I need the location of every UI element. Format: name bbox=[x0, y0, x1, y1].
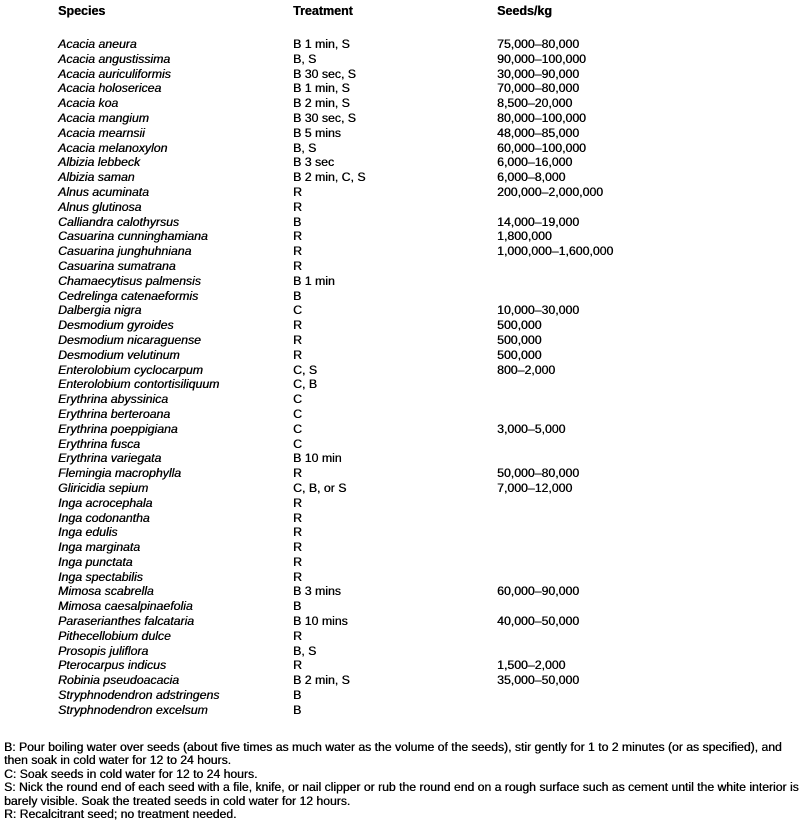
species-cell: Flemingia macrophylla bbox=[58, 466, 182, 481]
species-cell: Mimosa caesalpinaefolia bbox=[58, 599, 193, 614]
species-cell: Acacia koa bbox=[58, 96, 119, 111]
seeds-cell: 8,500–20,000 bbox=[497, 96, 573, 111]
species-cell: Acacia auriculiformis bbox=[58, 66, 171, 81]
table-row bbox=[0, 392, 808, 407]
species-cell: Enterolobium cyclocarpum bbox=[58, 362, 203, 377]
species-cell: Desmodium gyroides bbox=[58, 318, 174, 333]
seeds-cell: 200,000–2,000,000 bbox=[497, 184, 603, 199]
seeds-cell bbox=[497, 599, 797, 614]
seeds-cell: 500,000 bbox=[497, 332, 542, 347]
table-row bbox=[0, 555, 808, 570]
seeds-cell: 48,000–85,000 bbox=[497, 125, 580, 140]
seeds-cell bbox=[497, 688, 797, 703]
treatment-cell: B bbox=[293, 214, 302, 229]
species-cell: Acacia holosericea bbox=[58, 81, 162, 96]
seeds-cell bbox=[497, 570, 797, 585]
seeds-cell bbox=[497, 555, 797, 570]
seeds-cell bbox=[497, 274, 797, 289]
table-row bbox=[0, 37, 808, 52]
seeds-cell: 60,000–100,000 bbox=[497, 140, 586, 155]
treatment-cell: R bbox=[293, 318, 302, 333]
seeds-cell: 75,000–80,000 bbox=[497, 37, 580, 51]
seeds-cell: 35,000–50,000 bbox=[497, 673, 580, 688]
species-cell: Albizia lebbeck bbox=[58, 155, 141, 170]
species-cell: Cedrelinga catenaeformis bbox=[58, 288, 199, 303]
seeds-cell: 800–2,000 bbox=[497, 362, 556, 377]
table-row bbox=[0, 244, 808, 259]
seeds-cell: 1,800,000 bbox=[497, 229, 552, 244]
seeds-cell: 7,000–12,000 bbox=[497, 480, 573, 495]
seeds-cell: 30,000–90,000 bbox=[497, 66, 580, 81]
seeds-cell: 80,000–100,000 bbox=[497, 110, 586, 125]
seeds-cell: 90,000–100,000 bbox=[497, 51, 586, 66]
footnote-item: C: Soak seeds in cold water for 12 to 24 hours. bbox=[4, 766, 258, 781]
table-row bbox=[0, 170, 808, 185]
table-row bbox=[0, 318, 808, 333]
seeds-cell bbox=[497, 629, 797, 644]
table-row bbox=[0, 644, 808, 659]
species-cell: Dalbergia nigra bbox=[58, 303, 142, 318]
treatment-cell: B bbox=[293, 702, 302, 717]
table-row bbox=[0, 570, 808, 585]
treatment-cell: R bbox=[293, 258, 302, 273]
species-cell: Alnus acuminata bbox=[58, 184, 149, 199]
treatment-cell: B, S bbox=[293, 51, 317, 66]
treatment-cell: R bbox=[293, 554, 302, 569]
species-cell: Calliandra calothyrsus bbox=[58, 214, 179, 229]
table-row bbox=[0, 333, 808, 348]
seeds-cell bbox=[497, 644, 797, 659]
treatment-footnotes bbox=[4, 741, 803, 821]
treatment-cell: B 10 min bbox=[293, 451, 342, 466]
treatment-cell: C, S bbox=[293, 362, 317, 377]
treatment-cell: B 10 mins bbox=[293, 614, 348, 629]
table-row bbox=[0, 111, 808, 126]
treatment-cell: R bbox=[293, 466, 302, 481]
table-row bbox=[0, 141, 808, 156]
seeds-cell bbox=[497, 200, 797, 215]
species-cell: Pterocarpus indicus bbox=[58, 658, 166, 673]
table-row bbox=[0, 673, 808, 688]
treatment-cell: R bbox=[293, 244, 302, 259]
seeds-cell: 3,000–5,000 bbox=[497, 421, 566, 436]
species-cell: Erythrina abyssinica bbox=[58, 392, 169, 407]
species-cell: Desmodium nicaraguense bbox=[58, 332, 201, 347]
table-row bbox=[0, 303, 808, 318]
treatment-cell: B 30 sec, S bbox=[293, 66, 356, 81]
treatment-cell: B bbox=[293, 288, 302, 303]
seeds-cell: 40,000–50,000 bbox=[497, 614, 580, 629]
seeds-cell bbox=[497, 392, 797, 407]
species-cell: Inga acrocephala bbox=[58, 495, 153, 510]
species-cell: Stryphnodendron excelsum bbox=[58, 702, 208, 717]
seeds-cell: 1,500–2,000 bbox=[497, 658, 566, 673]
seeds-cell: 500,000 bbox=[497, 318, 542, 333]
table-row bbox=[0, 96, 808, 111]
species-cell: Pithecellobium dulce bbox=[58, 628, 171, 643]
table-row bbox=[0, 466, 808, 481]
species-cell: Inga marginata bbox=[58, 540, 141, 555]
table-row bbox=[0, 274, 808, 289]
species-cell: Inga punctata bbox=[58, 554, 133, 569]
table-row bbox=[0, 200, 808, 215]
table-row bbox=[0, 81, 808, 96]
table-row bbox=[0, 348, 808, 363]
species-cell: Acacia mearnsii bbox=[58, 125, 145, 140]
treatment-cell: B, S bbox=[293, 140, 317, 155]
treatment-cell: R bbox=[293, 658, 302, 673]
treatment-cell: B 1 min bbox=[293, 273, 335, 288]
treatment-cell: B, S bbox=[293, 643, 317, 658]
treatment-cell: B 2 min, C, S bbox=[293, 170, 366, 185]
seeds-cell bbox=[497, 540, 797, 555]
treatment-cell: C bbox=[293, 406, 302, 421]
seeds-cell: 14,000–19,000 bbox=[497, 214, 580, 229]
table-row bbox=[0, 185, 808, 200]
treatment-cell: R bbox=[293, 628, 302, 643]
species-cell: Erythrina fusca bbox=[58, 436, 141, 451]
treatment-cell: B 30 sec, S bbox=[293, 110, 356, 125]
table-row bbox=[0, 422, 808, 437]
seeds-cell: 500,000 bbox=[497, 347, 542, 362]
column-header-treatment: Treatment bbox=[293, 4, 353, 18]
treatment-cell: C bbox=[293, 303, 302, 318]
species-cell: Paraserianthes falcataria bbox=[58, 614, 195, 629]
species-cell: Robinia pseudoacacia bbox=[58, 673, 180, 688]
treatment-cell: C bbox=[293, 392, 302, 407]
treatment-cell: B 5 mins bbox=[293, 125, 341, 140]
treatment-cell: R bbox=[293, 540, 302, 555]
footnote-item: B: Pour boiling water over seeds (about five times as much water as the volume of the seeds), stir gently for 1 to 2 minutes (or as specified), and then soak in cold water for 12 to 24 hours. bbox=[4, 740, 782, 768]
species-cell: Acacia melanoxylon bbox=[58, 140, 168, 155]
treatment-cell: R bbox=[293, 332, 302, 347]
treatment-cell: B 3 mins bbox=[293, 584, 341, 599]
species-cell: Desmodium velutinum bbox=[58, 347, 180, 362]
treatment-cell: R bbox=[293, 199, 302, 214]
table-row bbox=[0, 629, 808, 644]
seeds-cell bbox=[497, 259, 797, 274]
seeds-cell bbox=[497, 407, 797, 422]
column-header-species: Species bbox=[58, 4, 106, 18]
treatment-cell: B 1 min, S bbox=[293, 37, 350, 51]
seeds-cell bbox=[497, 511, 797, 526]
table-row bbox=[0, 599, 808, 614]
treatment-cell: R bbox=[293, 184, 302, 199]
species-cell: Mimosa scabrella bbox=[58, 584, 154, 599]
seeds-cell bbox=[497, 496, 797, 511]
seeds-cell: 70,000–80,000 bbox=[497, 81, 580, 96]
table-row bbox=[0, 511, 808, 526]
table-row bbox=[0, 377, 808, 392]
treatment-cell: B 3 sec bbox=[293, 155, 335, 170]
species-cell: Inga codonantha bbox=[58, 510, 150, 525]
table-row bbox=[0, 259, 808, 274]
table-row bbox=[0, 67, 808, 82]
seed-table-body bbox=[0, 37, 808, 718]
footnote-item: R: Recalcitrant seed; no treatment needed. bbox=[4, 807, 237, 822]
species-cell: Prosopis juliflora bbox=[58, 643, 149, 658]
species-cell: Inga edulis bbox=[58, 525, 118, 540]
table-row bbox=[0, 451, 808, 466]
treatment-cell: C, B, or S bbox=[293, 480, 347, 495]
seeds-cell: 6,000–8,000 bbox=[497, 170, 566, 185]
table-row bbox=[0, 496, 808, 511]
species-cell: Acacia angustissima bbox=[58, 51, 171, 66]
seeds-cell: 60,000–90,000 bbox=[497, 584, 580, 599]
table-row bbox=[0, 437, 808, 452]
table-row bbox=[0, 481, 808, 496]
treatment-cell: C, B bbox=[293, 377, 317, 392]
species-cell: Erythrina berteroana bbox=[58, 406, 171, 421]
species-cell: Acacia aneura bbox=[58, 37, 137, 51]
species-cell: Erythrina poeppigiana bbox=[58, 421, 178, 436]
treatment-cell: C bbox=[293, 436, 302, 451]
treatment-cell: R bbox=[293, 510, 302, 525]
seeds-cell: 50,000–80,000 bbox=[497, 466, 580, 481]
treatment-cell: R bbox=[293, 347, 302, 362]
species-cell: Casuarina junghuhniana bbox=[58, 244, 192, 259]
footnote-item: S: Nick the round end of each seed with a file, knife, or nail clipper or rub the round end on a rough surface such as cement until the white interior is barely visible. Soak the treated seeds in cold water for 12 hours. bbox=[4, 780, 799, 808]
table-row bbox=[0, 658, 808, 673]
table-row bbox=[0, 525, 808, 540]
table-row bbox=[0, 363, 808, 378]
table-row bbox=[0, 155, 808, 170]
table-header bbox=[0, 4, 808, 20]
table-row bbox=[0, 229, 808, 244]
seeds-cell: 6,000–16,000 bbox=[497, 155, 573, 170]
species-cell: Stryphnodendron adstringens bbox=[58, 688, 220, 703]
treatment-cell: R bbox=[293, 525, 302, 540]
column-header-seeds-per-kg: Seeds/kg bbox=[497, 4, 552, 18]
table-row bbox=[0, 614, 808, 629]
treatment-cell: R bbox=[293, 229, 302, 244]
seeds-cell: 10,000–30,000 bbox=[497, 303, 580, 318]
treatment-cell: B 1 min, S bbox=[293, 81, 350, 96]
treatment-cell: R bbox=[293, 495, 302, 510]
table-row bbox=[0, 688, 808, 703]
table-row bbox=[0, 407, 808, 422]
seeds-cell bbox=[497, 525, 797, 540]
species-cell: Casuarina cunninghamiana bbox=[58, 229, 208, 244]
seeds-cell bbox=[497, 377, 797, 392]
table-row bbox=[0, 215, 808, 230]
table-row bbox=[0, 703, 808, 718]
treatment-cell: B bbox=[293, 688, 302, 703]
species-cell: Casuarina sumatrana bbox=[58, 258, 176, 273]
species-cell: Albizia saman bbox=[58, 170, 135, 185]
seeds-cell bbox=[497, 437, 797, 452]
species-cell: Enterolobium contortisiliquum bbox=[58, 377, 220, 392]
seeds-cell bbox=[497, 289, 797, 304]
table-row bbox=[0, 126, 808, 141]
seeds-cell: 1,000,000–1,600,000 bbox=[497, 244, 614, 259]
treatment-cell: B bbox=[293, 599, 302, 614]
species-cell: Inga spectabilis bbox=[58, 569, 143, 584]
table-row bbox=[0, 289, 808, 304]
seeds-cell bbox=[497, 703, 797, 718]
species-cell: Erythrina variegata bbox=[58, 451, 162, 466]
species-cell: Alnus glutinosa bbox=[58, 199, 142, 214]
treatment-cell: C bbox=[293, 421, 302, 436]
treatment-cell: R bbox=[293, 569, 302, 584]
seeds-cell bbox=[497, 451, 797, 466]
species-cell: Chamaecytisus palmensis bbox=[58, 273, 201, 288]
table-row bbox=[0, 52, 808, 67]
table-row bbox=[0, 584, 808, 599]
treatment-cell: B 2 min, S bbox=[293, 673, 350, 688]
species-cell: Acacia mangium bbox=[58, 110, 149, 125]
treatment-cell: B 2 min, S bbox=[293, 96, 350, 111]
table-row bbox=[0, 540, 808, 555]
species-cell: Gliricidia sepium bbox=[58, 480, 149, 495]
